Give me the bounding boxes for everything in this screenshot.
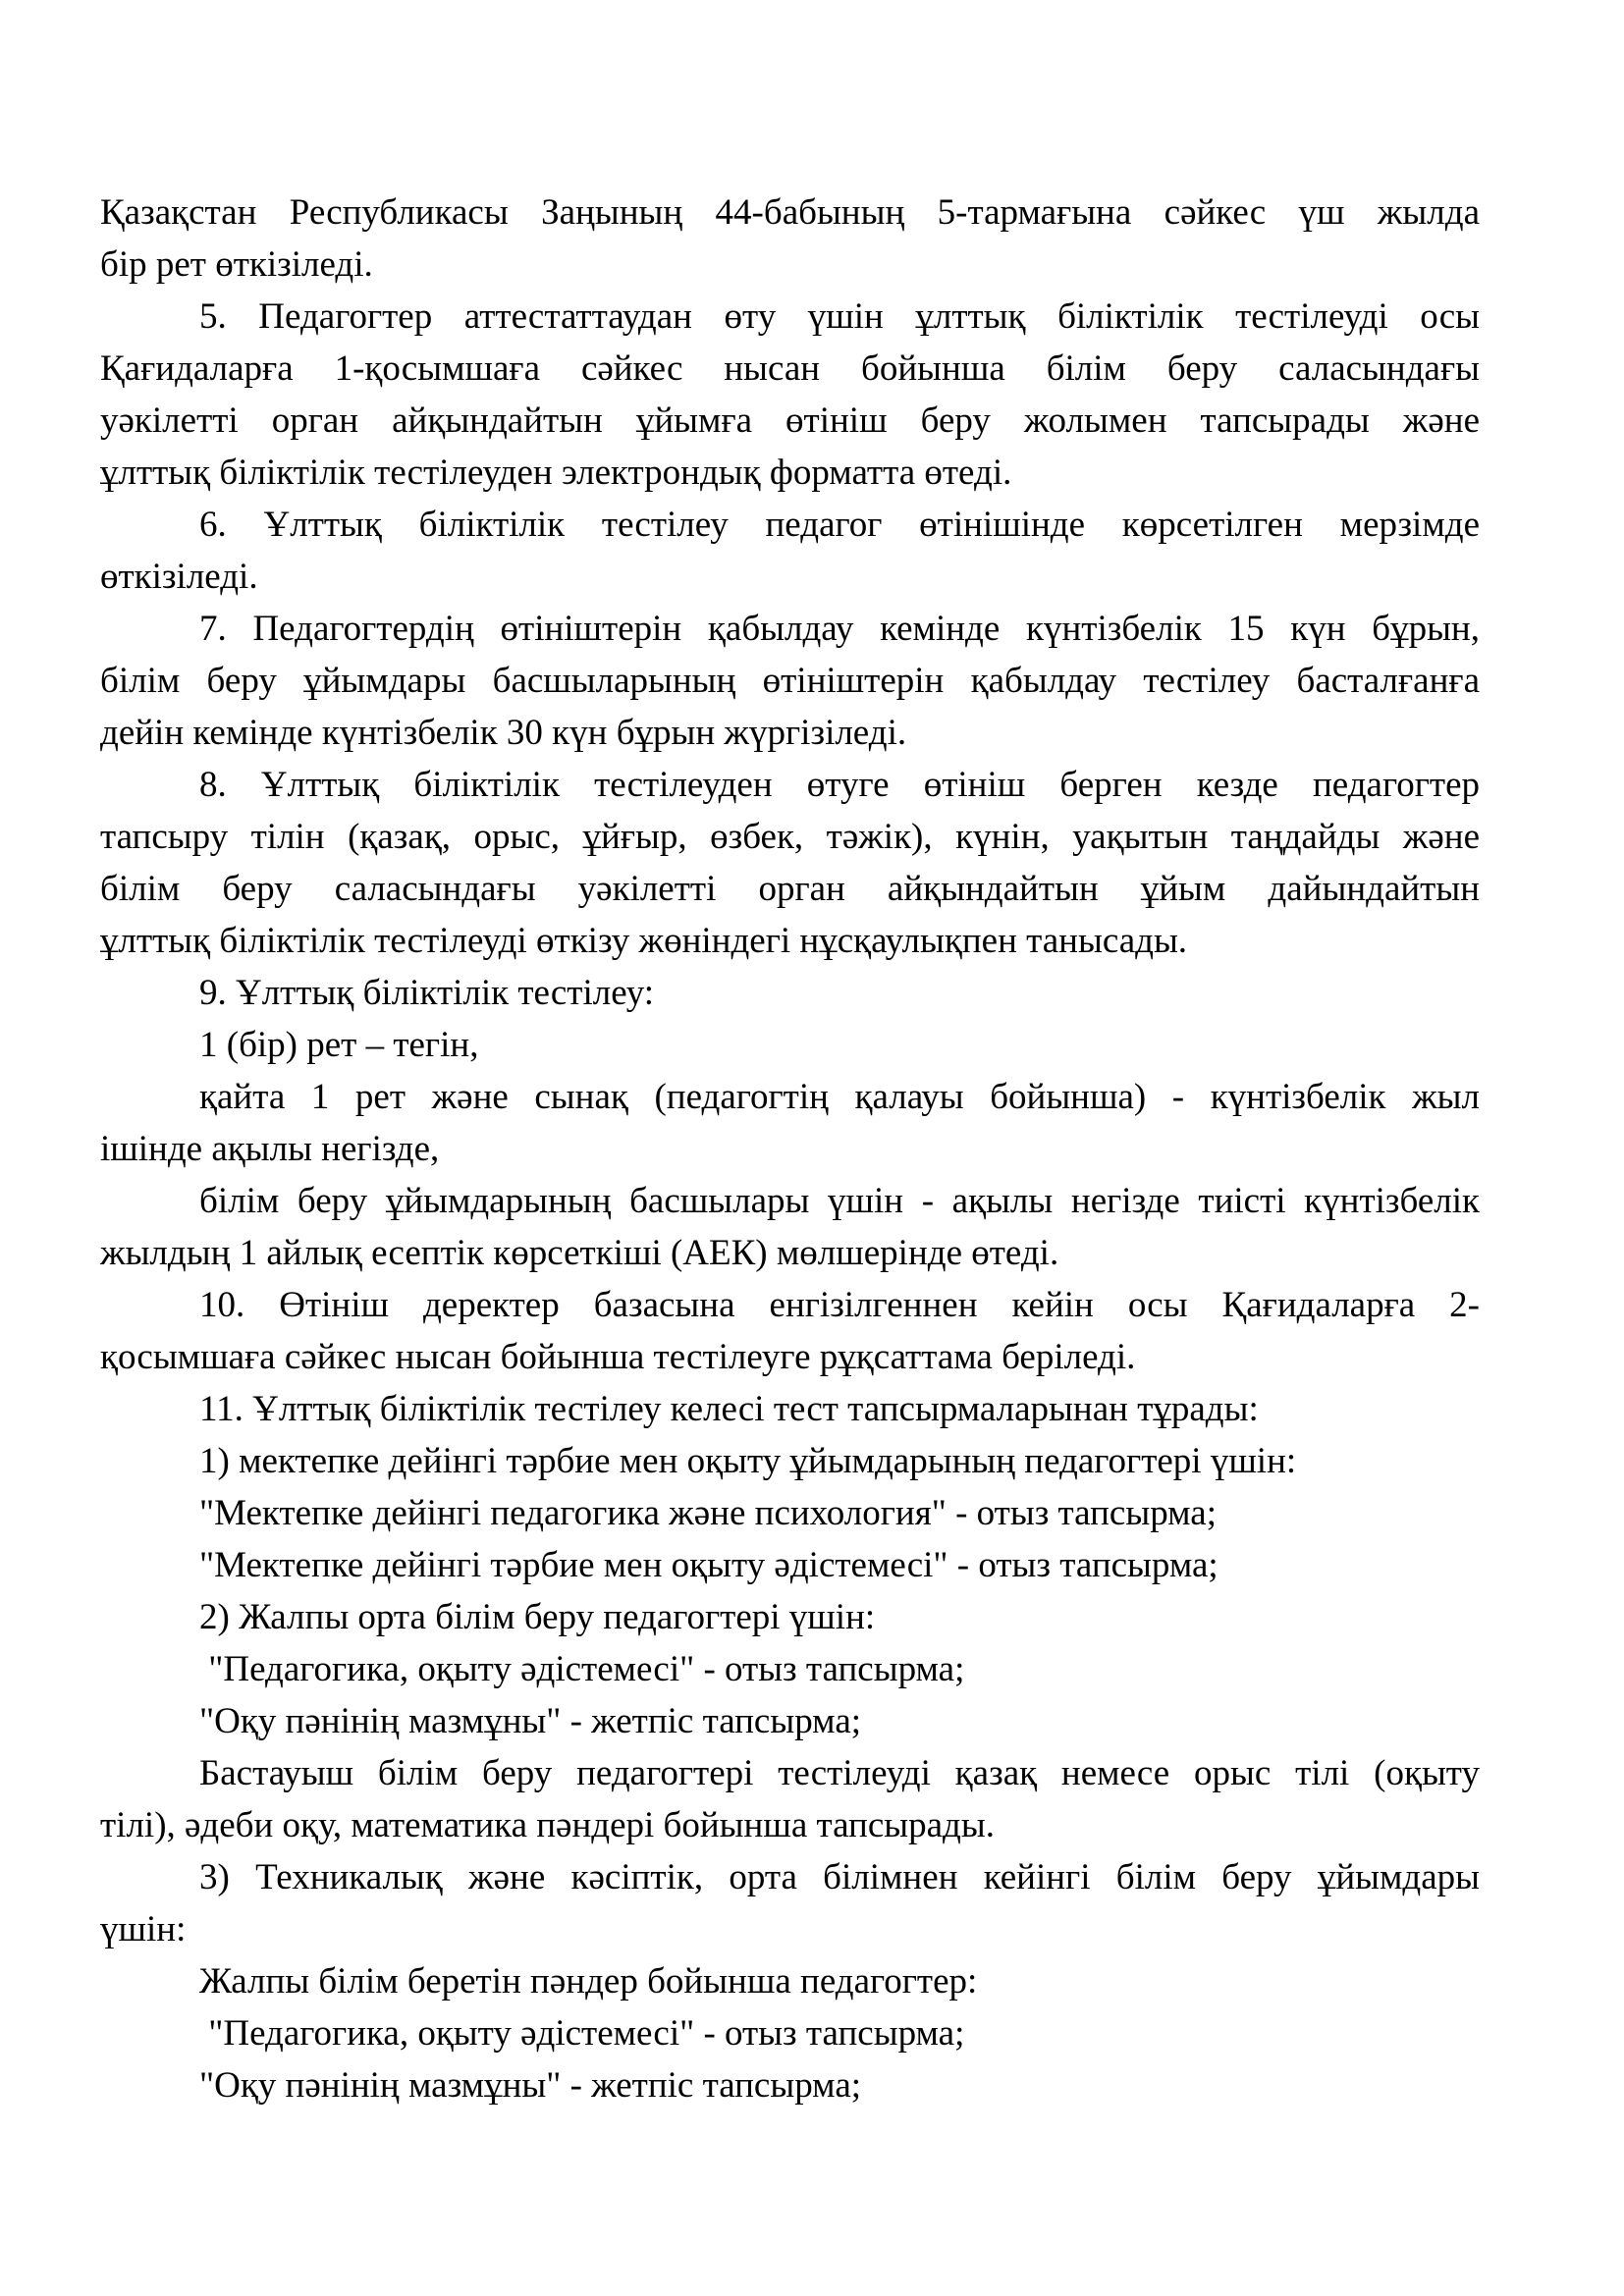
text-line: үшін: (100, 1909, 187, 1949)
text-line: дейін кемінде күнтізбелік 30 күн бұрын жүргізіледі. (100, 713, 907, 753)
text-line: 7. Педагогтердің өтініштерін қабылдау кемінде күнтізбелік 15 күн бұрын, (199, 609, 1480, 649)
text-line: білім беру ұйымдары басшыларының өтініштерін қабылдау тестілеу басталғанға (100, 661, 1480, 701)
text-line: Жалпы білім беретін пәндер бойынша педагогтер: (199, 1961, 978, 2002)
text-line: 8. Ұлттық біліктілік тестілеуден өтуге өтініш берген кезде педагогтер (199, 765, 1480, 805)
text-line: Қағидаларға 1-қосымшаға сәйкес нысан бойынша білім беру саласындағы (100, 348, 1480, 389)
text-line: 1) мектепке дейінгі тәрбие мен оқыту ұйымдарының педагогтері үшін: (199, 1441, 1297, 1481)
text-line: Қазақстан Республикасы Заңының 44-бабының 5-тармағына сәйкес үш жылда (100, 192, 1480, 233)
text-line: "Педагогика, оқыту әдістемесі" - отыз тапсырма; (199, 1649, 965, 1689)
text-line: өткізіледі. (100, 557, 258, 597)
text-line: білім беру саласындағы уәкілетті орган айқындайтын ұйым дайындайтын (100, 869, 1480, 909)
text-line: "Педагогика, оқыту әдістемесі" - отыз тапсырма; (199, 2013, 965, 2054)
text-line: 2) Жалпы орта білім беру педагогтері үшін: (199, 1597, 876, 1637)
text-line: 5. Педагогтер аттестаттаудан өту үшін ұлттық біліктілік тестілеуді осы (199, 296, 1480, 337)
text-line: қосымшаға сәйкес нысан бойынша тестілеуге рұқсаттама беріледі. (100, 1337, 1136, 1377)
text-line: "Оқу пәнінің мазмұны" - жетпіс тапсырма; (199, 1701, 862, 1741)
text-line: 3) Техникалық және кәсіптік, орта білімнен кейінгі білім беру ұйымдары (199, 1857, 1480, 1897)
text-line: "Оқу пәнінің мазмұны" - жетпіс тапсырма; (199, 2065, 862, 2106)
text-line: Бастауыш білім беру педагогтері тестілеуді қазақ немесе орыс тілі (оқыту (199, 1753, 1480, 1793)
text-line: "Мектепке дейінгі педагогика және психология" - отыз тапсырма; (199, 1493, 1217, 1533)
text-line: қайта 1 рет және сынақ (педагогтің қалауы бойынша) - күнтізбелік жыл (199, 1077, 1480, 1117)
text-line: 9. Ұлттық біліктілік тестілеу: (199, 973, 655, 1013)
text-line: жылдың 1 айлық есептік көрсеткіші (АЕК) мөлшерінде өтеді. (100, 1233, 1059, 1273)
text-line: тапсыру тілін (қазақ, орыс, ұйғыр, өзбек, тәжік), күнін, уақытын таңдайды және (100, 817, 1480, 857)
text-line: 11. Ұлттық біліктілік тестілеу келесі тест тапсырмаларынан тұрады: (199, 1389, 1259, 1429)
text-line: уәкілетті орган айқындайтын ұйымға өтініш беру жолымен тапсырады және (100, 400, 1480, 441)
text-line: ішінде ақылы негізде, (100, 1129, 440, 1169)
text-line: ұлттық біліктілік тестілеуден электрондық форматта өтеді. (100, 453, 1012, 493)
text-line: 6. Ұлттық біліктілік тестілеу педагог өтінішінде көрсетілген мерзімде (199, 505, 1480, 545)
text-line: 10. Өтініш деректер базасына енгізілгеннен кейін осы Қағидаларға 2- (199, 1285, 1480, 1325)
text-line: 1 (бір) рет – тегін, (199, 1025, 479, 1065)
text-line: бір рет өткізіледі. (100, 244, 373, 285)
text-line: тілі), әдеби оқу, математика пәндері бойынша тапсырады. (100, 1805, 995, 1845)
text-line: білім беру ұйымдарының басшылары үшін - ақылы негізде тиісті күнтізбелік (199, 1181, 1480, 1221)
text-line: ұлттық біліктілік тестілеуді өткізу жөніндегі нұсқаулықпен танысады. (100, 921, 1188, 961)
text-line: "Мектепке дейінгі тәрбие мен оқыту әдістемесі" - отыз тапсырма; (199, 1545, 1218, 1585)
